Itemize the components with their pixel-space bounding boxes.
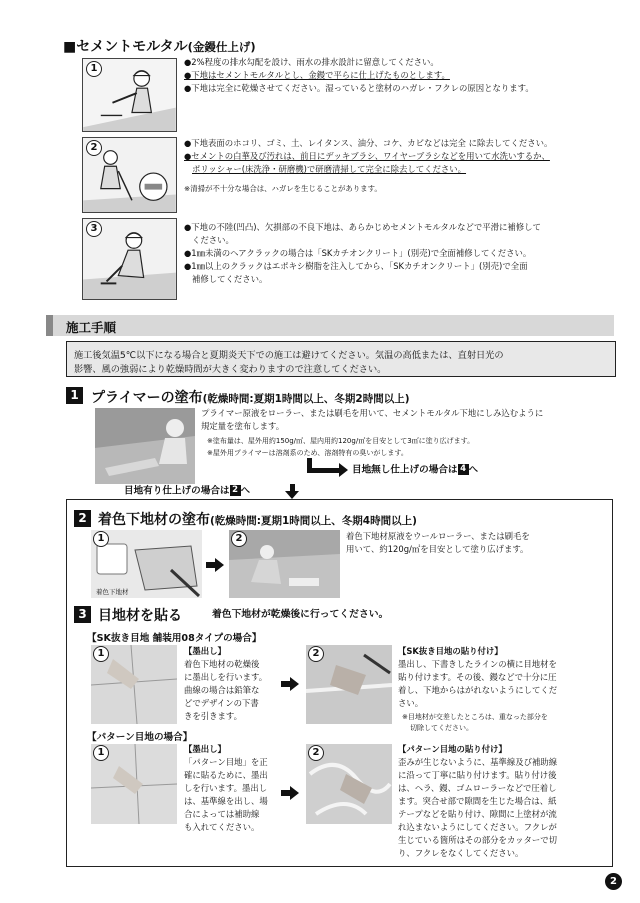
notice-line1: 施工後気温5℃以下になる場合と夏期炎天下での施工は避けてください。気温の高低または、直射日光の xyxy=(74,350,504,361)
step1-title: プライマーの塗布(乾燥時間:夏期1時間以上、冬期2時間以上) xyxy=(91,390,410,406)
jump-arrow-head xyxy=(339,463,348,477)
step1-body-line2: 規定量を塗布します。 xyxy=(201,421,285,431)
pt1-head: 【墨出し】 xyxy=(184,744,226,754)
pt2-line6: れ込まないようにしてください。フクレが xyxy=(398,822,557,832)
pt2-line1: 歪みが生じないように、基準線及び補助線 xyxy=(398,757,558,767)
item3-line5: 補修してください。 xyxy=(192,274,268,284)
step2-photo2-number: 2 xyxy=(231,531,247,547)
jump-joint: 目地有り仕上げの場合は 2 へ xyxy=(124,485,251,497)
step1-number: 1 xyxy=(66,387,83,404)
sk2-note1: ※目地材が交差したところは、重なった部分を xyxy=(402,713,548,721)
sk1-number: 1 xyxy=(93,646,109,662)
sk1-line2: に墨出しを行います。 xyxy=(184,672,268,682)
pt1-line6: も入れてください。 xyxy=(184,822,260,832)
sk1-line4: どでデザインの下書 xyxy=(184,698,259,708)
item-number-3: 3 xyxy=(86,221,102,237)
step2-photo1-caption: 着色下地材 xyxy=(96,588,129,596)
item1-line1: ●2%程度の排水勾配を設け、雨水の排水設計に留意してください。 xyxy=(184,57,439,67)
sk2-note2: 切除してください。 xyxy=(410,724,473,732)
sk1-line1: 着色下地材の乾燥後 xyxy=(184,659,260,669)
step1-note1: ※塗布量は、屋外用約150g/㎡、屋内用約120g/㎡を目安として3㎡に塗り広げます。 xyxy=(207,437,475,445)
sk2-line4: さい。 xyxy=(398,698,424,708)
pt2-number: 2 xyxy=(308,745,324,761)
pattern-arrow-head xyxy=(290,786,299,800)
page-number: 2 xyxy=(605,873,622,890)
item1-line2: ●下地はセメントモルタルとし、金鏝で平らに仕上げたものとします。 xyxy=(184,70,450,80)
sk1-line3: 曲線の場合は鉛筆な xyxy=(184,685,260,695)
sk2-line2: 貼り付けます。その後、鏝などで十分に圧 xyxy=(398,672,557,682)
pt1-line1: 「パターン目地」を正 xyxy=(184,757,268,767)
step3-title: 目地材を貼る xyxy=(98,608,182,624)
step1-note2: ※屋外用プライマーは溶剤系のため、溶剤特有の臭いがします。 xyxy=(207,449,408,457)
step2-number: 2 xyxy=(74,510,91,527)
procedure-title: 施工手順 xyxy=(66,320,117,335)
pt2-line4: ます。突合せ部で隙間を生じた場合は、紙 xyxy=(398,796,557,806)
jump-arrow-stem-horizontal xyxy=(307,468,340,473)
step3-number: 3 xyxy=(74,606,91,623)
pt1-number: 1 xyxy=(93,745,109,761)
item3-line3: ●1㎜未満のヘアクラックの場合は「SKカチオンクリート」(別売)で全面補修してください。 xyxy=(184,248,532,258)
pt2-line8: り、フクレをなくしてください。 xyxy=(398,848,524,858)
section-band xyxy=(46,315,614,336)
step3-note: 着色下地材が乾燥後に行ってください。 xyxy=(212,609,389,620)
item2-line3: ポリッシャー(床洗浄・研磨機)で研磨清掃して完全に除去してください。 xyxy=(192,164,467,174)
pt2-line5: テープなどを貼り付け、隙間に上塗材が流 xyxy=(398,809,557,819)
item2-note: ※清掃が不十分な場合は、ハガレを生じることがあります。 xyxy=(184,184,382,193)
item3-line1: ●下地の不陸(凹凸)、欠損部の不良下地は、あらかじめセメントモルタルなどで平滑に補修して xyxy=(184,222,541,232)
step2-body-line2: 用いて、約120g/㎡を目安として塗り広げます。 xyxy=(346,544,529,554)
item-number-2: 2 xyxy=(86,140,102,156)
item1-line3: ●下地は完全に乾燥させてください。湿っていると塗材のハガレ・フクレの原因となります。 xyxy=(184,83,534,93)
item-number-1: 1 xyxy=(86,61,102,77)
primer-photo xyxy=(95,408,195,484)
sk2-head: 【SK抜き目地の貼り付け】 xyxy=(398,646,503,656)
pt2-line2: に沿って丁寧に貼り付けます。貼り付け後 xyxy=(398,770,557,780)
sk2-line3: 着し、下地からはがれないようにしてくだ xyxy=(398,685,558,695)
section-band-accent xyxy=(46,315,53,336)
step2-title: 着色下地材の塗布(乾燥時間:夏期1時間以上、冬期4時間以上) xyxy=(98,512,417,528)
sk1-line5: きを引きます。 xyxy=(184,711,242,721)
pattern-joint-heading: 【パターン目地の場合】 xyxy=(87,732,193,743)
notice-box xyxy=(66,341,616,377)
jump-no-joint: 目地無し仕上げの場合は 4 へ xyxy=(352,464,479,476)
pt1-line5: 合によっては補助線 xyxy=(184,809,260,819)
section-title: ■セメントモルタル(金鏝仕上げ) xyxy=(63,39,256,55)
sk-arrow-head xyxy=(290,677,299,691)
sk2-line1: 墨出し、下書きしたラインの横に目地材を xyxy=(398,659,557,669)
pt1-line3: しを行います。墨出し xyxy=(184,783,268,793)
pt2-line3: は、ヘラ、鏝、ゴムローラーなどで圧着し xyxy=(398,783,557,793)
step2-body-line1: 着色下地材原液をウールローラー、または刷毛を xyxy=(346,531,530,541)
sk1-head: 【墨出し】 xyxy=(184,646,226,656)
item3-line4: ●1㎜以上のクラックはエポキシ樹脂を注入してから、「SKカチオンクリート」(別売)で全面 xyxy=(184,261,528,271)
item3-line2: ください。 xyxy=(192,235,234,245)
notice-line2: 影響、風の強弱により乾燥時間が大きく変わりますので注意してください。 xyxy=(74,364,387,375)
step2-photo1-number: 1 xyxy=(93,531,109,547)
sk-joint-heading: 【SK抜き目地 舗装用08タイプの場合】 xyxy=(87,633,262,644)
pt2-head: 【パターン目地の貼り付け】 xyxy=(398,744,507,754)
sk2-number: 2 xyxy=(308,646,324,662)
item2-line1: ●下地表面のホコリ、ゴミ、土、レイタンス、油分、コケ、カビなどは完全 に除去してください。 xyxy=(184,138,553,148)
pt1-line2: 確に貼るために、墨出 xyxy=(184,770,268,780)
step1-body-line1: プライマー原液をローラー、または刷毛を用いて、セメントモルタル下地にしみ込むように xyxy=(201,408,544,418)
pt1-line4: は、基準線を出し、場 xyxy=(184,796,268,806)
pt2-line7: 生じている箇所はその部分をカッターで切 xyxy=(398,835,558,845)
step2-arrow-head xyxy=(215,558,224,572)
down-arrow-head xyxy=(285,491,299,499)
item2-line2: ●セメントの白華及び汚れは、前日にデッキブラシ、ワイヤーブラシなどを用いて水洗いするか、 xyxy=(184,151,550,161)
